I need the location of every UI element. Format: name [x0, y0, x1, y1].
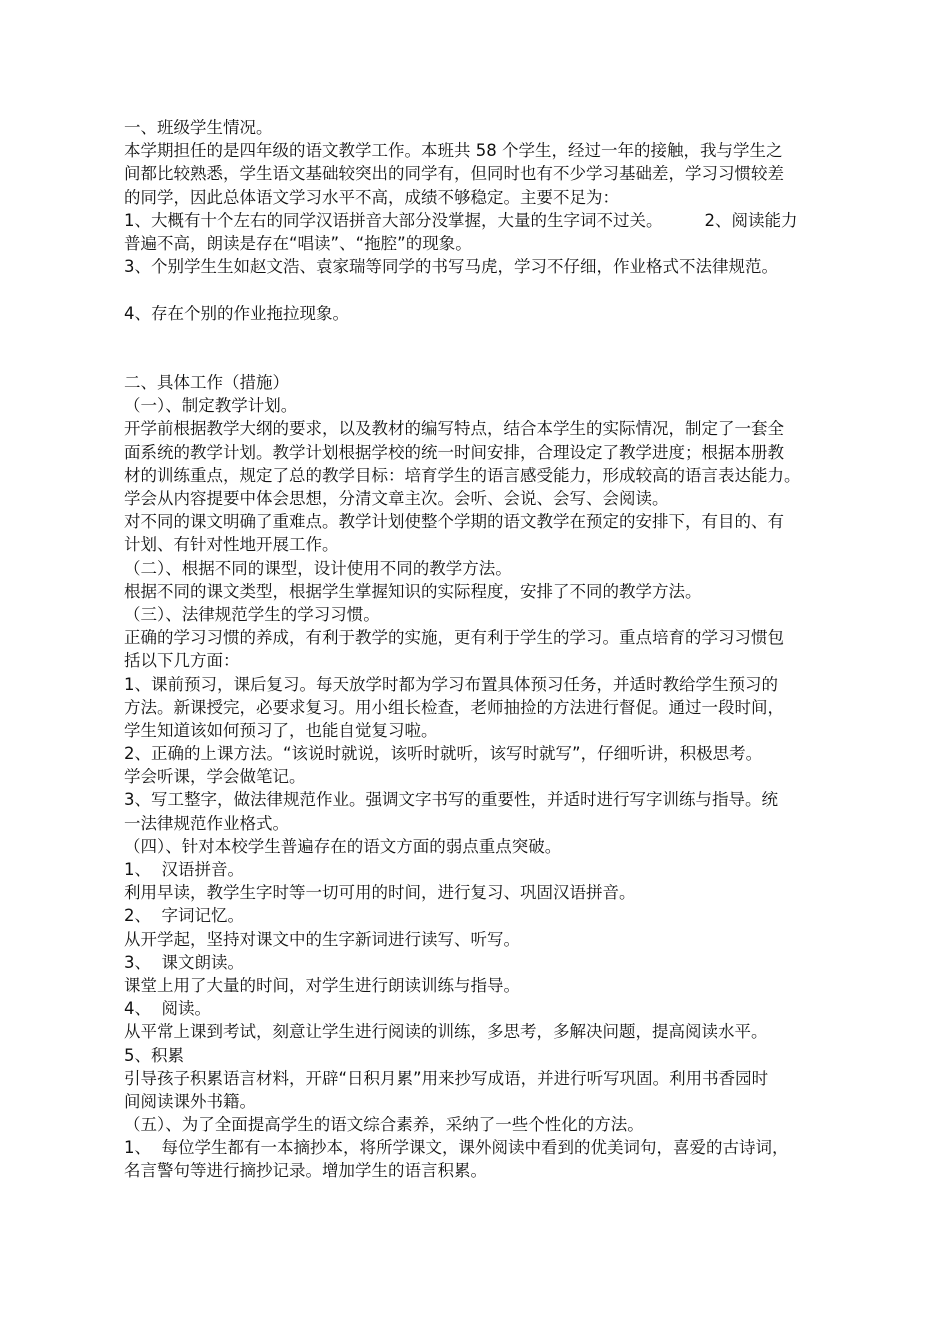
list-item: 2、正确的上课方法。“该说时就说，该听时就听，该写时就写”，仔细听讲，积极思考。	[124, 744, 763, 764]
section-heading-2: 二、具体工作（措施）	[124, 373, 289, 393]
paragraph-line: 根据不同的课文类型，根据学生掌握知识的实际程度，安排了不同的教学方法。	[124, 581, 702, 601]
paragraph-line: 括以下几方面：	[124, 651, 240, 671]
document-body	[124, 116, 836, 1183]
paragraph-line: 开学前根据教学大纲的要求，以及教材的编写特点，结合本学生的实际情况，制定了一套全	[124, 419, 784, 439]
paragraph-line: 对不同的课文明确了重难点。教学计划使整个学期的语文教学在预定的安排下，有目的、有	[124, 512, 784, 532]
section-heading-1: 一、班级学生情况。	[124, 118, 273, 137]
list-item: 5、积累	[124, 1045, 184, 1065]
paragraph-line: 的同学，因此总体语文学习水平不高，成绩不够稳定。主要不足为：	[124, 187, 619, 207]
subsection-heading: （一）、制定教学计划。	[124, 396, 298, 416]
blank-lines	[124, 325, 836, 371]
paragraph-line: 从平常上课到考试，刻意让学生进行阅读的训练，多思考，多解决问题，提高阅读水平。	[124, 1022, 768, 1042]
paragraph-line: 一法律规范作业格式。	[124, 813, 289, 833]
paragraph-line: 材的训练重点，规定了总的教学目标：培育学生的语言感受能力，形成较高的语言表达能力。	[124, 465, 801, 485]
paragraph-line: 正确的学习习惯的养成，有利于教学的实施，更有利于学生的学习。重点培育的学习习惯包	[124, 628, 784, 648]
list-item: 4、存在个别的作业拖拉现象。	[124, 303, 349, 323]
subsection-heading: （五）、为了全面提高学生的语文综合素养，采纳了一些个性化的方法。	[124, 1115, 644, 1135]
list-item: 1、 每位学生都有一本摘抄本，将所学课文，课外阅读中看到的优美词句，喜爱的古诗词，	[124, 1138, 789, 1158]
list-item: 3、写工整字，做法律规范作业。强调文字书写的重要性，并适时进行写字训练与指导。统	[124, 790, 778, 810]
blank-line	[124, 278, 836, 301]
list-item: 1、 汉语拼音。	[124, 860, 244, 880]
paragraph-line: 间阅读课外书籍。	[124, 1091, 256, 1111]
paragraph-line: 普遍不高，朗读是存在“唱读”、“拖腔”的现象。	[124, 233, 472, 253]
paragraph-line: 名言警句等进行摘抄记录。增加学生的语言积累。	[124, 1161, 487, 1181]
paragraph-line: 本学期担任的是四年级的语文教学工作。本班共 58 个学生，经过一年的接触，我与学生之	[124, 141, 783, 161]
paragraph-line: 面系统的教学计划。教学计划根据学校的统一时间安排，合理设定了教学进度；根据本册教	[124, 442, 784, 462]
list-item: 3、个别学生生如赵文浩、袁家瑞等同学的书写马虎，学习不仔细，作业格式不法律规范。	[124, 257, 778, 277]
paragraph-line: 学会听课，学会做笔记。	[124, 767, 306, 787]
list-item: 1、大概有十个左右的同学汉语拼音大部分没掌握，大量的生字词不过关。 2、阅读能力	[124, 210, 798, 230]
paragraph-line: 计划、有针对性地开展工作。	[124, 535, 339, 555]
subsection-heading: （四）、针对本校学生普遍存在的语文方面的弱点重点突破。	[124, 836, 562, 856]
subsection-heading: （三）、法律规范学生的学习习惯。	[124, 604, 380, 624]
paragraph-line: 从开学起，坚持对课文中的生字新词进行读写、听写。	[124, 929, 520, 949]
paragraph-line: 引导孩子积累语言材料，开辟“日积月累”用来抄写成语，并进行听写巩固。利用书香园时	[124, 1068, 769, 1088]
list-item: 1、课前预习，课后复习。每天放学时都为学习布置具体预习任务，并适时教给学生预习的	[124, 674, 778, 694]
paragraph-line: 利用早读，教学生字时等一切可用的时间，进行复习、巩固汉语拼音。	[124, 883, 636, 903]
list-item: 4、 阅读。	[124, 999, 211, 1019]
paragraph-line: 方法。新课授完，必要求复习。用小组长检查，老师抽捡的方法进行督促。通过一段时间，	[124, 697, 784, 717]
paragraph-line: 学生知道该如何预习了，也能自觉复习啦。	[124, 720, 438, 740]
paragraph-line: 课堂上用了大量的时间，对学生进行朗读训练与指导。	[124, 975, 520, 995]
list-item: 2、 字词记忆。	[124, 906, 244, 926]
paragraph-line: 学会从内容提要中体会思想，分清文章主次。会听、会说、会写、会阅读。	[124, 489, 669, 509]
list-item: 3、 课文朗读。	[124, 952, 244, 972]
paragraph-line: 间都比较熟悉，学生语文基础较突出的同学有，但同时也有不少学习基础差，学习习惯较差	[124, 164, 784, 184]
subsection-heading: （二）、根据不同的课型，设计使用不同的教学方法。	[124, 558, 512, 578]
